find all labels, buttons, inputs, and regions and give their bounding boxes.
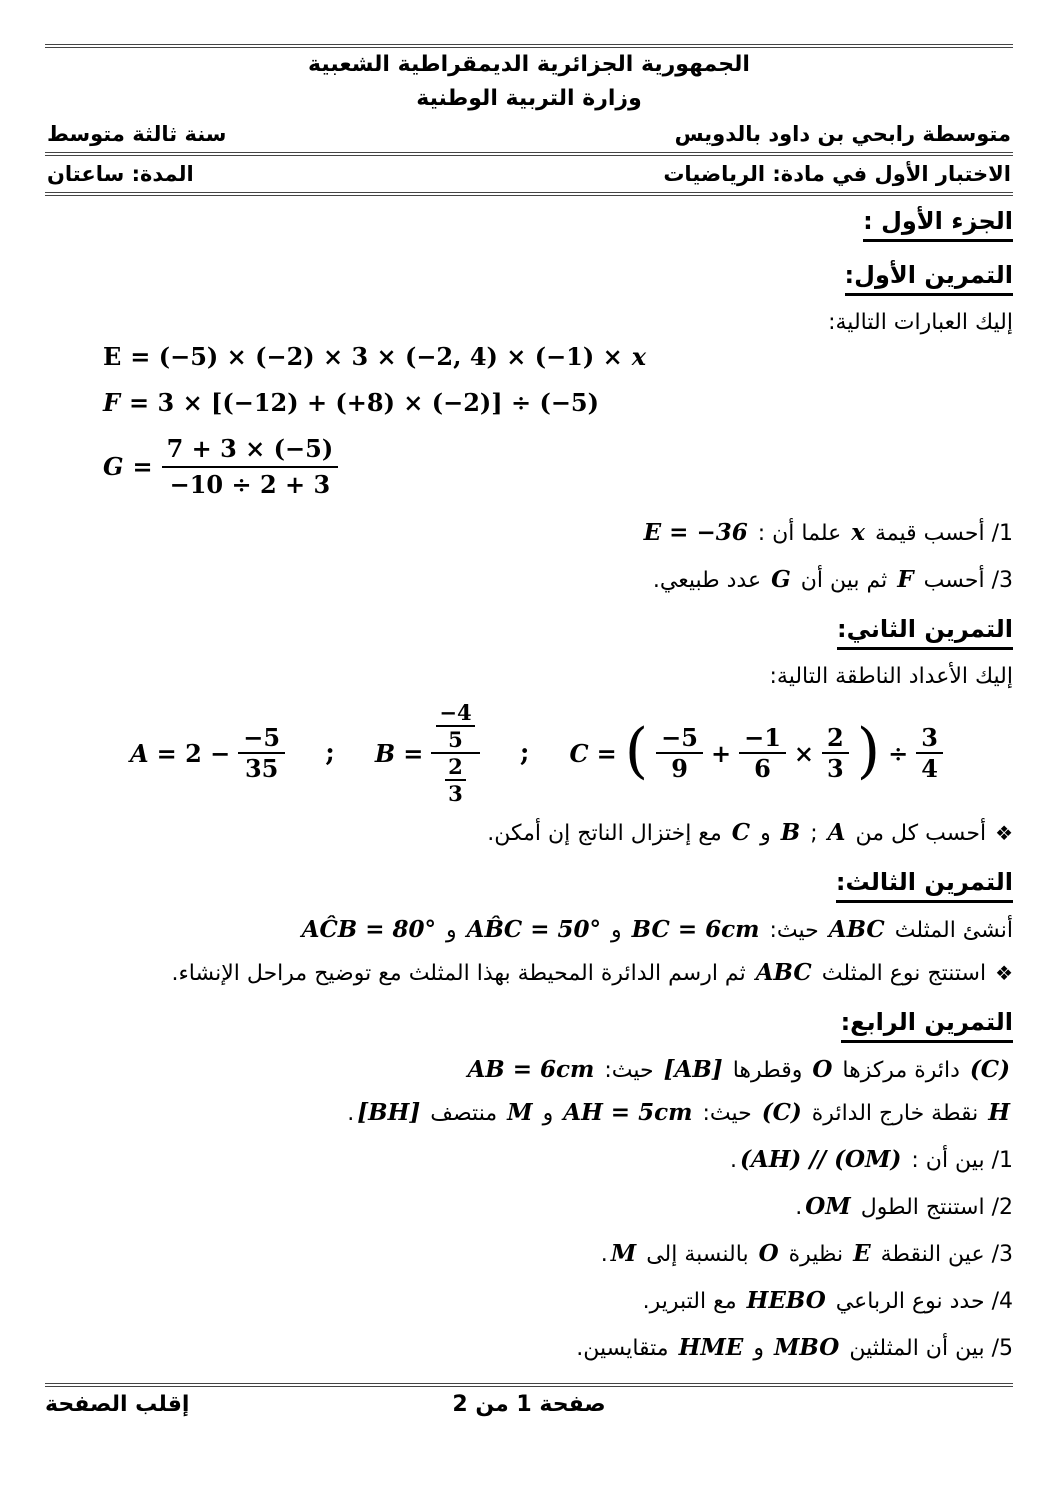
school-grade-row <box>45 116 1013 152</box>
plus-operator: + <box>710 738 732 768</box>
question-text: استنتج الطول <box>860 1195 985 1220</box>
question-text: علما أن : <box>757 521 842 546</box>
math-token: O <box>758 1240 779 1267</box>
fraction-denominator: 6 <box>754 754 771 783</box>
exercise2-heading <box>45 612 1013 650</box>
math-token: (C) <box>969 1056 1010 1083</box>
question-text: مع التبرير. <box>642 1289 737 1314</box>
question-text: نظيرة <box>788 1242 844 1267</box>
angle-token: AĈB = 80° <box>301 916 436 943</box>
exercise4-question4 <box>45 1286 1013 1317</box>
fraction-denominator: 35 <box>244 754 279 783</box>
math-token: [AB] <box>663 1056 723 1083</box>
statement-text: حيث: <box>702 1101 752 1126</box>
question-text: بين أن : <box>911 1148 985 1173</box>
period: . <box>600 1242 608 1267</box>
exercise2-task <box>45 818 1013 849</box>
fraction-numerator: 2 <box>445 754 466 781</box>
math-token: x <box>851 519 865 546</box>
period: . <box>347 1101 355 1126</box>
math-token: BC = 6cm <box>631 916 760 943</box>
complex-fraction-numerator <box>431 700 479 754</box>
exam-duration: المدة: ساعتان <box>47 162 194 186</box>
math-token: [BH] <box>357 1099 421 1126</box>
question-number: 1/ <box>991 1148 1013 1173</box>
math-token: (C) <box>761 1099 802 1126</box>
question-text: أحسب قيمة <box>874 521 985 546</box>
exercise1-question2 <box>45 565 1013 596</box>
equation-F-body: = 3 × [(−12) + (+8) × (−2)] ÷ (−5) <box>129 388 599 417</box>
statement-text: وقطرها <box>732 1058 803 1083</box>
fraction <box>916 723 943 783</box>
question-number: 1/ <box>991 521 1013 546</box>
equation-A-body: = 2 − <box>156 738 231 768</box>
math-token: H <box>988 1099 1010 1126</box>
school-name: متوسطة رابحي بن داود بالدويس <box>674 122 1011 146</box>
math-token: M <box>610 1240 637 1267</box>
statement-text: منتصف <box>430 1101 498 1126</box>
question-number: 5/ <box>991 1336 1013 1361</box>
question-text: عدد طبيعي. <box>652 568 762 593</box>
statement-text: حيث: <box>769 918 819 943</box>
equals-sign: = <box>132 452 153 481</box>
statement-text: و <box>542 1101 554 1126</box>
fraction-numerator: 2 <box>822 723 849 754</box>
statement-text: دائرة مركزها <box>842 1058 960 1083</box>
statement-text: نقطة خارج الدائرة <box>811 1101 979 1126</box>
math-token: G <box>771 566 791 593</box>
question-text: و <box>753 1336 764 1361</box>
fraction-numerator: 3 <box>916 723 943 754</box>
statement-text: حيث: <box>604 1058 654 1083</box>
separator-semicolon: ; <box>325 738 335 768</box>
variable-C: C <box>569 738 589 768</box>
statement-text: و <box>611 918 622 943</box>
period: . <box>729 1148 737 1173</box>
fraction-G-denominator: −10 ÷ 2 + 3 <box>169 470 331 499</box>
separator-semicolon: ; <box>810 821 818 846</box>
header-rule-2 <box>45 192 1013 196</box>
ministry-title: وزارة التربية الوطنية <box>416 86 642 111</box>
math-token: AH = 5cm <box>563 1099 693 1126</box>
math-token: C <box>731 819 751 846</box>
page-number: صفحة 1 من 2 <box>452 1392 606 1417</box>
task-text: مع إختزال الناتج إن أمكن. <box>487 821 722 846</box>
exercise4-heading-text: التمرين الرابع: <box>841 1005 1013 1043</box>
statement-text: أنشئ المثلث <box>894 918 1013 943</box>
exercise1-question1 <box>45 518 1013 549</box>
period: . <box>795 1195 803 1220</box>
republic-title: الجمهورية الجزائرية الديمقراطية الشعبية <box>308 52 750 77</box>
complex-fraction-B <box>431 700 479 806</box>
math-token: AB = 6cm <box>467 1056 595 1083</box>
exercise1-heading <box>45 258 1013 296</box>
question-text: متقايسين. <box>576 1336 669 1361</box>
turn-page-note: إقلب الصفحة <box>45 1392 190 1417</box>
inner-fraction <box>436 700 474 752</box>
exercise3-heading-text: التمرين الثالث: <box>836 865 1013 903</box>
fraction <box>739 723 786 783</box>
math-token: HEBO <box>746 1287 826 1314</box>
question-text: ثم بين أن <box>800 568 888 593</box>
times-operator: × <box>793 738 815 768</box>
exercise4-line1 <box>45 1055 1013 1086</box>
exercise3-task <box>45 958 1013 989</box>
variable-A: A <box>130 738 149 768</box>
question-number: 2/ <box>991 1195 1013 1220</box>
exercise4-question2 <box>45 1192 1013 1223</box>
math-token: E = −36 <box>643 519 748 546</box>
math-token: ABC <box>828 916 885 943</box>
separator-semicolon: ; <box>519 738 530 768</box>
question-number: 3/ <box>991 568 1013 593</box>
math-token: B <box>780 819 801 846</box>
exercise1-intro: إليك العبارات التالية: <box>828 310 1013 335</box>
footer-row <box>45 1387 1013 1423</box>
variable-G: G <box>103 452 124 481</box>
question-number: 3/ <box>991 1242 1013 1267</box>
equation-C: C = ( $\frac{-5}{9}$ + $\frac{-1}{6}$ × $\frac{2}{3}$ ) ÷ $\frac{3}{4}$ <box>570 723 943 783</box>
equation-E-body: = (−5) × (−2) × 3 × (−2, 4) × (−1) × <box>130 342 623 371</box>
part1-heading <box>45 204 1013 242</box>
math-token: HME <box>678 1334 744 1361</box>
equation-G <box>45 432 1013 502</box>
math-token: O <box>812 1056 833 1083</box>
exercise4-heading <box>45 1005 1013 1043</box>
statement-text: و <box>446 918 457 943</box>
complex-fraction-denominator <box>438 754 473 806</box>
question-text: بالنسبة إلى <box>646 1242 749 1267</box>
exercise4-line2 <box>45 1098 1013 1129</box>
fraction-numerator: −1 <box>739 723 786 754</box>
question-text: بين أن المثلثين <box>849 1336 985 1361</box>
exercise4-question5 <box>45 1333 1013 1364</box>
fraction-A <box>238 723 285 783</box>
task-text: أحسب كل من <box>855 821 987 846</box>
fraction-G-numerator: 7 + 3 × (−5) <box>162 432 339 468</box>
variable-x: x <box>631 342 647 371</box>
question-text: أحسب <box>923 568 985 593</box>
fraction-numerator: −5 <box>238 723 285 754</box>
grade-level: سنة ثالثة متوسط <box>47 122 227 146</box>
equation-A <box>130 723 285 783</box>
math-token: A <box>827 819 846 846</box>
exercise4-question3 <box>45 1239 1013 1270</box>
fraction-denominator: 3 <box>827 754 844 783</box>
question-text: حدد نوع الرباعي <box>835 1289 985 1314</box>
question-text: عين النقطة <box>880 1242 985 1267</box>
exam-subject: الاختبار الأول في مادة: الرياضيات <box>663 162 1011 186</box>
fraction-numerator: −5 <box>656 723 703 754</box>
fraction-denominator: 9 <box>671 754 688 783</box>
fraction-denominator: 4 <box>921 754 938 783</box>
task-text: استنتج نوع المثلث <box>821 961 987 986</box>
equation-B <box>375 700 480 806</box>
exercise4-question1 <box>45 1145 1013 1176</box>
fraction-numerator: −4 <box>436 700 474 727</box>
fraction-G <box>162 432 339 502</box>
variable-E: E <box>103 342 122 371</box>
exercise3-heading <box>45 865 1013 903</box>
equals-sign: = <box>596 738 617 768</box>
variable-B: B <box>374 738 396 768</box>
divide-operator: ÷ <box>888 738 909 768</box>
fraction-denominator: 3 <box>448 781 463 806</box>
inner-fraction <box>443 754 468 806</box>
exercise1-heading-text: التمرين الأول: <box>845 258 1013 296</box>
rational-numbers-row <box>45 700 1013 806</box>
question-number: 4/ <box>991 1289 1013 1314</box>
task-text: ثم ارسم الدائرة المحيطة بهذا المثلث مع توضيح مراحل الإنشاء. <box>171 961 746 986</box>
math-token: OM <box>805 1193 851 1220</box>
angle-token: AB̂C = 50° <box>466 916 602 943</box>
math-token: F <box>897 566 914 593</box>
math-token: E <box>853 1240 871 1267</box>
exercise3-statement <box>45 915 1013 946</box>
equation-F <box>45 386 1013 420</box>
diamond-bullet-icon: ❖ <box>995 961 1013 985</box>
math-token: ABC <box>755 959 812 986</box>
exercise2-intro: إليك الأعداد الناطقة التالية: <box>769 664 1013 689</box>
fraction <box>656 723 703 783</box>
page-footer <box>45 1383 1013 1423</box>
variable-F: F <box>103 388 121 417</box>
fraction <box>822 723 849 783</box>
footer-spacer <box>606 1387 1013 1423</box>
task-text: و <box>760 821 771 846</box>
exam-info-row <box>45 156 1013 192</box>
equals-sign: = <box>403 738 424 768</box>
math-token: M <box>507 1099 533 1126</box>
equation-E <box>45 340 1013 374</box>
exercise2-heading-text: التمرين الثاني: <box>837 612 1013 650</box>
math-token: MBO <box>773 1334 840 1361</box>
fraction-denominator: 5 <box>448 727 463 752</box>
diamond-bullet-icon: ❖ <box>995 821 1013 845</box>
part1-heading-text: الجزء الأول : <box>863 204 1013 242</box>
math-token: (AH) // (OM) <box>739 1146 902 1173</box>
